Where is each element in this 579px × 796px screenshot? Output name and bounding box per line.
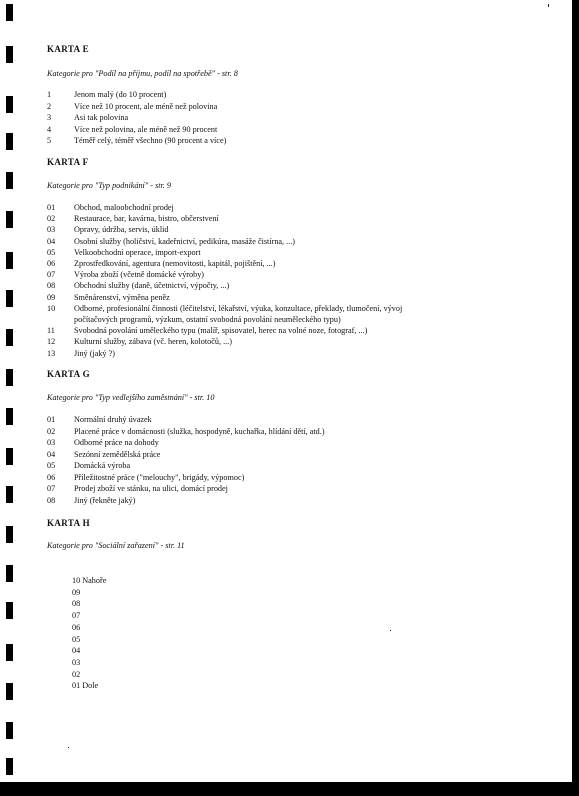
item-number: 4	[47, 124, 52, 134]
list-item	[47, 484, 228, 494]
item-text: Obchodní služby (daně, účetnictví, výpočty, ...)	[74, 281, 230, 291]
item-text: Obchod, maloobchodní prodej	[74, 203, 174, 212]
item-text: Osobní služby (holičství, kadeřnictví, pedikúra, masáže čistírna, ...)	[74, 236, 296, 246]
list-item	[47, 293, 170, 303]
item-number: 09	[47, 292, 56, 302]
section-heading-karta-g: KARTA G	[47, 369, 91, 379]
item-text: Velkoobchodní operace, import-export	[74, 247, 201, 257]
item-text: Domácká výroba	[74, 461, 131, 470]
section-heading-karta-h: KARTA H	[47, 518, 91, 528]
item-number: 03	[47, 438, 56, 447]
list-item	[47, 438, 159, 448]
binder-hole-mark	[6, 96, 13, 113]
item-text: Placené práce v domácnosti (služka, hospodyně, kuchařka, hlídání dětí, atd.)	[74, 426, 325, 436]
scan-speck	[390, 630, 391, 631]
item-text: Odborné práce na dohody	[74, 438, 159, 447]
item-number: 13	[47, 348, 56, 358]
scale-level: 07	[72, 611, 81, 621]
list-item	[47, 415, 152, 425]
scale-level: 06	[72, 622, 81, 632]
binder-hole-mark	[6, 329, 13, 346]
binder-hole-mark	[6, 133, 13, 150]
binder-hole-mark	[6, 211, 13, 228]
list-item	[47, 259, 275, 269]
list-item	[47, 337, 232, 347]
section-subtitle-karta-h: Kategorie pro "Sociální zařazení" - str. 11	[47, 541, 185, 550]
list-item	[47, 450, 160, 460]
item-text: Restaurace, bar, kavárna, bistro, občerstvení	[74, 214, 219, 224]
item-number: 08	[47, 281, 56, 291]
item-number: 10	[47, 303, 56, 313]
binder-hole-mark	[6, 602, 13, 619]
list-item	[47, 349, 115, 359]
item-number: 07	[47, 270, 56, 280]
item-text: Jiný (řekněte jaký)	[74, 495, 136, 505]
item-text: Prodej zboží ve stánku, na ulici, domácí prodej	[74, 484, 228, 493]
item-text: Více než polovina, ale méně než 90 procent	[74, 124, 218, 134]
item-number: 01	[47, 415, 56, 424]
scale-level: 05	[72, 634, 81, 644]
binder-hole-mark	[6, 722, 13, 739]
list-item	[47, 90, 166, 100]
binder-hole-mark	[6, 290, 13, 307]
item-number: 04	[47, 449, 56, 459]
list-item	[47, 496, 135, 506]
list-item	[47, 461, 130, 471]
list-item	[47, 248, 201, 258]
scan-edge-bottom	[0, 782, 579, 796]
list-item	[47, 270, 204, 280]
list-item	[47, 203, 174, 213]
item-number: 06	[47, 259, 56, 268]
item-text: Odborné, profesionální činnosti (léčitelství, lékařství, výuka, konzultace, překlady, tlumočení, vývoj	[74, 303, 403, 313]
list-item	[47, 136, 226, 146]
list-item	[47, 125, 217, 135]
section-subtitle-karta-g: Kategorie pro "Typ vedlejšího zaměstnání" - str. 10	[47, 393, 215, 402]
list-item	[47, 304, 402, 314]
binder-hole-mark	[6, 758, 13, 775]
list-item	[47, 281, 229, 291]
binder-hole-mark	[6, 46, 13, 63]
item-text: Směnárenství, výměna peněz	[74, 292, 170, 302]
item-text: Příležitostné práce ("melouchy", brigády, výpomoc)	[74, 472, 245, 482]
item-text: Výroba zboží (včetně domácké výroby)	[74, 270, 205, 280]
item-text: Zprostředkování, agentura (nemovitosti, kapitál, pojištění, ...)	[74, 259, 276, 268]
item-text: Jenom malý (do 10 procent)	[74, 90, 167, 99]
scale-level: 02	[72, 669, 81, 679]
scan-edge-right	[572, 0, 579, 796]
item-text: Více než 10 procent, ale méně než polovina	[74, 101, 218, 111]
binder-hole-mark	[6, 486, 13, 503]
scale-level: 08	[72, 599, 81, 609]
item-number: 04	[47, 236, 56, 246]
binder-hole-mark	[6, 172, 13, 189]
item-text: Opravy, údržba, servis, úklid	[74, 225, 169, 235]
item-number: 05	[47, 461, 56, 470]
list-item	[47, 237, 295, 247]
item-number: 06	[47, 472, 56, 482]
list-item	[47, 326, 367, 336]
item-number: 07	[47, 484, 56, 493]
item-text: Svobodná povolání uměleckého typu (malíř, spisovatel, herec na volné noze, fotograf, ...)	[74, 326, 368, 336]
list-item	[47, 214, 219, 224]
section-heading-karta-f: KARTA F	[47, 157, 89, 167]
item-text: Normální druhý úvazek	[74, 415, 152, 424]
binder-hole-mark	[6, 408, 13, 425]
binder-hole-mark	[6, 683, 13, 700]
item-text: Jiný (jaký ?)	[74, 348, 115, 358]
list-item	[47, 225, 169, 235]
section-subtitle-karta-e: Kategorie pro "Podíl na příjmu, podíl na spotřebě" - str. 8	[47, 69, 238, 78]
item-number: 1	[47, 90, 52, 99]
binder-hole-mark	[6, 565, 13, 582]
item-number: 08	[47, 495, 56, 505]
binder-hole-mark	[6, 4, 13, 21]
item-number: 03	[47, 225, 56, 235]
scale-level: 04	[72, 646, 81, 656]
list-item	[47, 113, 128, 123]
item-number: 01	[47, 203, 56, 212]
list-item	[47, 427, 325, 437]
scan-speck	[68, 747, 69, 748]
item-number: 12	[47, 337, 56, 347]
item-number: 2	[47, 101, 52, 111]
binder-hole-mark	[6, 526, 13, 543]
list-item	[47, 102, 217, 112]
item-text-continuation: počítačových programů, výzkum, ostatní svobodná povolání neuměleckého typu)	[74, 315, 341, 324]
item-number: 02	[47, 214, 56, 224]
item-number: 11	[47, 326, 55, 336]
item-text: Téměř celý, téměř všechno (90 procent a více)	[74, 136, 227, 145]
item-text: Sezónní zemědělská práce	[74, 449, 161, 459]
binder-hole-mark	[6, 644, 13, 661]
binder-hole-mark	[6, 448, 13, 465]
item-number: 05	[47, 247, 56, 257]
item-number: 02	[47, 426, 56, 436]
item-text: Asi tak polovina	[74, 113, 129, 122]
item-number: 3	[47, 113, 52, 122]
section-subtitle-karta-f: Kategorie pro "Typ podnikání" - str. 9	[47, 181, 171, 190]
section-heading-karta-e: KARTA E	[47, 44, 90, 54]
scale-level: 03	[72, 657, 81, 667]
binder-hole-mark	[6, 369, 13, 386]
scan-speck	[548, 4, 549, 7]
binder-hole-mark	[6, 252, 13, 269]
list-item	[47, 473, 244, 483]
scale-level: 10 Nahoře	[72, 576, 107, 585]
scale-level: 09	[72, 587, 81, 597]
item-text: Kulturní služby, zábava (vč. heren, kolotočů, ...)	[74, 337, 232, 347]
item-number: 5	[47, 136, 52, 145]
scale-level: 01 Dole	[72, 681, 99, 691]
